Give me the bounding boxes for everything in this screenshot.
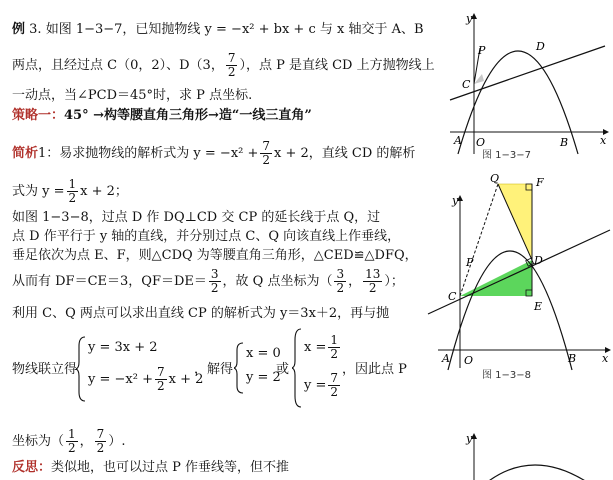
- system-row-1: y = 3x + 2: [88, 340, 158, 355]
- strategy-line: 策略一：45° →构等腰直角三角形→造“一线三直角”: [12, 108, 312, 123]
- label-d: D: [534, 254, 543, 267]
- solution-line-2: 式为 y = $\frac{1}{2}$ x + 2；: [12, 177, 128, 205]
- label-f: F: [536, 176, 544, 189]
- label-d: D: [536, 40, 545, 53]
- fraction: $\frac{1}{2}$: [68, 427, 76, 455]
- figure-1-3-8: [420, 172, 613, 372]
- label-b: B: [560, 136, 569, 149]
- label-e: E: [534, 300, 543, 313]
- label-o: O: [476, 136, 486, 149]
- left-brace: [292, 328, 302, 408]
- label-p: P: [478, 44, 486, 57]
- system-row-2: y = −x² + $\frac{7}{2}$ x + 2: [88, 365, 204, 393]
- label-y: y: [466, 432, 473, 445]
- solution-line-1: 简析1：易求抛物线的解析式为 y = −x² + $\frac{7}{2}$ x + 2，直线 CD 的解析: [12, 139, 416, 167]
- label-q: Q: [490, 172, 500, 185]
- fraction: $\frac{7}{2}$: [96, 427, 105, 455]
- label-x: x: [602, 352, 609, 365]
- solution-label: 简析: [12, 146, 39, 161]
- label-y: y: [452, 194, 459, 207]
- label-x: x: [600, 134, 607, 147]
- label-c: C: [462, 78, 471, 91]
- solve-text: ，解得: [194, 362, 234, 377]
- left-brace: [234, 342, 244, 394]
- solution-line-5: 垂足依次为点 E、F，则△CDQ 为等腰直角三角形，△CED≌△DFQ，: [12, 248, 418, 263]
- left-brace: [76, 336, 86, 402]
- fraction: $\frac{7}{2}$: [156, 365, 165, 393]
- reflection-label: 反思：: [12, 460, 52, 475]
- label-c: C: [448, 290, 457, 303]
- example-line-2: 两点，且经过点 C（0，2）、D（3， $\frac{7}{2}$ ），点 P 是直线 CD 上方抛物线上: [12, 51, 435, 79]
- solution-row-y2: y = 2: [246, 370, 281, 385]
- figure-caption-2: 图 1−3−8: [482, 370, 532, 381]
- solution-line-7: 利用 C、Q 两点可以求出直线 CP 的解析式为 y＝3x＋2，再与抛: [12, 306, 390, 321]
- label-p: P: [466, 256, 474, 269]
- label-a: A: [442, 352, 450, 365]
- solution-row-x-half: x = $\frac{1}{2}$: [304, 333, 338, 361]
- fraction: $\frac{3}{2}$: [210, 267, 219, 295]
- solution-line-9: 坐标为（ $\frac{1}{2}$ ， $\frac{7}{2}$ ）.: [12, 427, 126, 455]
- or-text: 或: [276, 362, 290, 377]
- figure-caption-1: 图 1−3−7: [482, 150, 532, 161]
- figure-1-3-7: [440, 8, 613, 158]
- fraction: $\frac{1}{2}$: [330, 333, 338, 361]
- parabola: [480, 465, 590, 480]
- label-y: y: [466, 12, 473, 25]
- strategy-label: 策略一：: [12, 108, 65, 123]
- solution-line-3: 如图 1−3−8，过点 D 作 DQ⊥CD 交 CP 的延长线于点 Q，过: [12, 210, 381, 225]
- label-a: A: [454, 134, 462, 147]
- example-line-1: 例 3. 如图 1−3−7，已知抛物线 y = −x² + bx + c 与 x 轴交于 A、B: [12, 22, 424, 37]
- fraction: $\frac{7}{2}$: [330, 371, 339, 399]
- example-label: 例: [12, 22, 26, 37]
- label-o: O: [464, 354, 474, 367]
- fraction: $\frac{13}{2}$: [365, 267, 381, 295]
- line-cq: [460, 184, 498, 296]
- figure-partial: [440, 428, 613, 480]
- solution-row-y-seven-half: y = $\frac{7}{2}$: [304, 371, 339, 399]
- fraction: $\frac{3}{2}$: [336, 267, 345, 295]
- fraction: $\frac{7}{2}$: [227, 51, 236, 79]
- solution-line-8a: 物线联立得: [12, 362, 78, 377]
- label-b: B: [568, 352, 577, 365]
- solution-line-8b: ，因此点 P: [342, 362, 407, 377]
- solution-row-x0: x = 0: [246, 346, 281, 361]
- fraction: $\frac{7}{2}$: [262, 139, 271, 167]
- example-line-3: 一动点，当∠PCD＝45°时，求 P 点坐标.: [12, 88, 253, 103]
- solution-line-6: 从而有 DF＝CE＝3，QF＝DE＝ $\frac{3}{2}$ ，故 Q 点坐标为（ $\frac{3}{2}$ ， $\frac{13}{2}$ ）；: [12, 267, 404, 295]
- solution-line-4: 点 D 作平行于 y 轴的直线，并分别过点 C、Q 向该直线上作垂线，: [12, 229, 401, 244]
- reflection-line: 反思：类似地，也可以过点 P 作垂线等，但不推: [12, 460, 290, 475]
- fraction: $\frac{1}{2}$: [68, 177, 77, 205]
